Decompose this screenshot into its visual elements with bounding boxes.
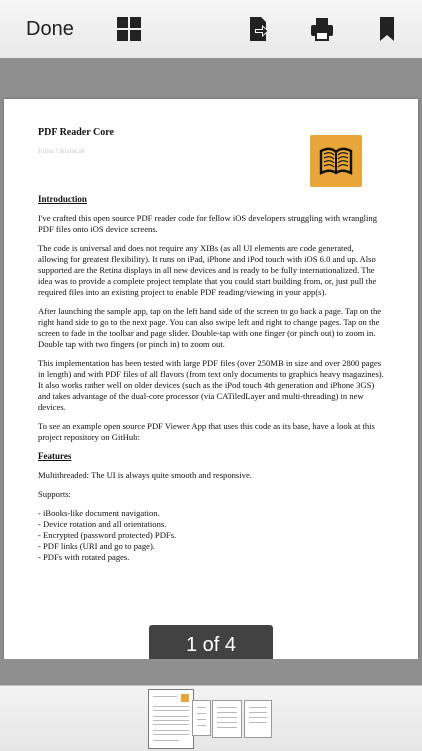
export-icon[interactable] [246,16,272,42]
supports-label: Supports: [38,489,71,499]
bookmark-icon[interactable] [374,16,400,42]
print-icon[interactable] [309,16,335,42]
bottom-gray-margin [0,659,422,685]
thumbnail-page-4[interactable] [244,700,272,738]
thumbnail-logo [181,694,189,702]
introduction-heading: Introduction [38,194,87,204]
intro-paragraph-1: I've crafted this open source PDF reader code for fellow iOS developers struggling with wrangling PDF files onto iOS device screens. [38,213,377,234]
list-item: - Device rotation and all orientations. [38,519,167,529]
thumbnail-page-3[interactable] [212,700,242,738]
page-thumbnail-slider[interactable] [0,685,422,751]
features-paragraph: Multithreaded: The UI is always quite smooth and responsive. [38,470,252,480]
document-body [38,194,384,563]
intro-paragraph-3: After launching the sample app, tap on the left hand side of the screen to go back a page. Tap on the right hand side to go to the next page. You can also swipe left and right to change pages. Tap on the screen to fade in the toolbar and page slider. Double-tap with one finger (or pinch out) to zoom in. Double tap with two fingers (or pinch in) to zoom out. [38,306,382,349]
features-heading: Features [38,451,72,461]
intro-paragraph-4: This implementation has been tested with large PDF files (over 250MB in size and over 2800 pages in length) and with PDF files of all flavors (from text only documents to graphics heavy magazines). It also works rather well on older devices (such as the iPod touch 4th generation and iPhone 3GS) and takes advantage of the dual-core processor (via CATiledLayer and multi-threading) in new devices. [38,358,384,412]
thumbnail-page-2[interactable] [192,700,211,736]
thumbnail-page-1[interactable] [148,689,194,749]
intro-paragraph-2: The code is universal and does not require any XIBs (as all UI elements are code generated, allowing for greatest flexibility). It runs on iPad, iPhone and iPod touch with iOS 6.0 and up. Also supported are the Retina displays in all new devices and is ready to be fully internationalized. The idea was to provide a complete project template that you could start building from, or, just pull the required files into an existing project to enable PDF reading/viewing in your app(s). [38,243,377,297]
thumbnails-grid-icon[interactable] [116,16,142,42]
list-item: - PDF links (URI and go to page). [38,541,155,551]
book-logo-icon [310,135,362,187]
top-gray-margin [0,58,422,94]
supports-list [38,508,384,563]
document-title: PDF Reader Core [38,127,114,138]
list-item: - PDFs with rotated pages. [38,552,130,562]
page-number-indicator: 1 of 4 [149,625,273,665]
intro-paragraph-5: To see an example open source PDF Viewer App that uses this code as its base, have a look at this project repository on GitHub: [38,421,375,442]
pdf-page[interactable] [4,99,418,659]
top-toolbar [0,0,422,59]
done-button[interactable]: Done [26,18,74,40]
list-item: - iBooks-like document navigation. [38,508,160,518]
list-item: - Encrypted (password protected) PDFs. [38,530,177,540]
document-faint-line: Julius Oklamcak [38,147,85,155]
